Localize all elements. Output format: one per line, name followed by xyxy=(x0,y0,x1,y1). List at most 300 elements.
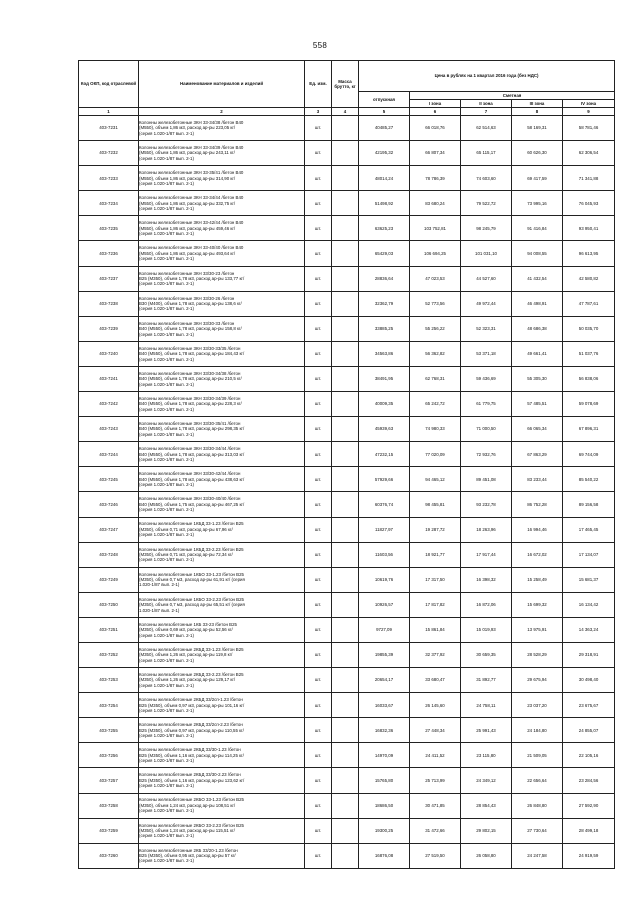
name-cell xyxy=(139,668,305,693)
table-row xyxy=(79,191,615,216)
release-price-cell: 16876,08 xyxy=(359,843,410,868)
code-cell: 403-7246 xyxy=(79,492,139,517)
name-line: Колонны железобетонные 1КБО 33-2.23 /бетон В25 xyxy=(139,596,244,602)
code-cell: 403-7255 xyxy=(79,718,139,743)
name-line: (серия 1.020-1/87 вып. 2-1) xyxy=(139,733,194,738)
release-price-cell: 51498,92 xyxy=(359,191,410,216)
name-line: В40 (М550), объем 1,78 м3, расход ар-ры 210,5 кг/ xyxy=(139,376,242,382)
unit-cell: шт. xyxy=(305,668,332,693)
release-price-cell: 19855,39 xyxy=(359,642,410,667)
release-price-cell: 48014,24 xyxy=(359,166,410,191)
zone4-price-cell: 67 896,31 xyxy=(563,417,615,442)
name-line: (серия 1.020-1/87 вып. 2-1) xyxy=(139,507,194,513)
table-row xyxy=(79,341,615,366)
unit-cell: шт. xyxy=(305,567,332,592)
code-cell: 403-7239 xyxy=(79,316,139,341)
name-cell xyxy=(139,392,305,417)
code-cell: 403-7247 xyxy=(79,517,139,542)
mass-cell xyxy=(332,592,359,617)
name-cell xyxy=(139,191,305,216)
unit-cell: шт. xyxy=(305,291,332,316)
mass-cell xyxy=(332,291,359,316)
zone3-price-cell: 86 752,28 xyxy=(512,492,563,517)
name-line: (М350), объем 1,24 м3, расход ар-ры 108,51 кг/ xyxy=(139,802,236,808)
unit-cell: шт. xyxy=(305,693,332,718)
zone2-price-cell: 89 451,08 xyxy=(461,467,512,492)
name-line: Колонны железобетонные 3КН 33-42/44 /бетон В40 xyxy=(139,220,244,226)
unit-cell: шт. xyxy=(305,592,332,617)
mass-cell xyxy=(332,316,359,341)
zone3-price-cell: 57 485,51 xyxy=(512,392,563,417)
zone3-price-cell: 15 699,32 xyxy=(512,592,563,617)
zone4-price-cell: 96 613,95 xyxy=(563,241,615,266)
name-line: (серия 1.020-1/87 вып. 2-1) xyxy=(139,431,194,437)
name-line: Колонны железобетонные 3КН 33/30-34/44 /бетон xyxy=(139,446,241,452)
release-price-cell: 10619,76 xyxy=(359,567,410,592)
name-line: Колонны железобетонные 3КН 33-40/40 /бетон В40 xyxy=(139,245,244,251)
zone1-price-cell: 47 023,53 xyxy=(410,266,461,291)
zone3-price-cell: 94 008,55 xyxy=(512,241,563,266)
code-cell: 403-7257 xyxy=(79,768,139,793)
header-zone4: IV зона xyxy=(563,100,615,108)
zone2-price-cell: 26 058,80 xyxy=(461,843,512,868)
column-number: 2 xyxy=(139,108,305,116)
name-line: Колонны железобетонные 1КБД 33-1.23 /бетон В25 xyxy=(139,521,244,527)
name-line: В25 (М350), объем 0,97 м3, расход ар-ры 101,16 кг/ xyxy=(139,702,245,708)
name-line: 1.020-1/87 вып. 2-1) xyxy=(139,582,180,588)
zone2-price-cell: 65 115,17 xyxy=(461,141,512,166)
name-line: (серия 1.020-1/87 вып. 2-1) xyxy=(139,206,194,212)
code-cell: 403-7233 xyxy=(79,166,139,191)
unit-cell: шт. xyxy=(305,266,332,291)
name-line: (серия 1.020-1/87 вып. 2-1) xyxy=(139,557,194,563)
mass-cell xyxy=(332,843,359,868)
unit-cell: шт. xyxy=(305,743,332,768)
header-release: отпускная xyxy=(359,92,410,108)
zone2-price-cell: 62 514,63 xyxy=(461,116,512,141)
zone3-price-cell: 15 258,49 xyxy=(512,567,563,592)
code-cell: 403-7259 xyxy=(79,818,139,843)
name-line: (М350), объем 0,69 м3, расход ар-ры 52,56 кг/ xyxy=(139,627,233,633)
mass-cell xyxy=(332,617,359,642)
zone1-price-cell: 66 807,34 xyxy=(410,141,461,166)
zone1-price-cell: 55 256,22 xyxy=(410,316,461,341)
release-price-cell: 11603,56 xyxy=(359,542,410,567)
code-cell: 403-7258 xyxy=(79,793,139,818)
zone4-price-cell: 28 499,18 xyxy=(563,818,615,843)
name-cell xyxy=(139,366,305,391)
table-body xyxy=(79,116,615,869)
code-cell: 403-7245 xyxy=(79,467,139,492)
table-row xyxy=(79,216,615,241)
zone2-price-cell: 23 115,80 xyxy=(461,743,512,768)
zone1-price-cell: 24 411,52 xyxy=(410,743,461,768)
code-cell: 403-7241 xyxy=(79,366,139,391)
column-number: 9 xyxy=(563,108,615,116)
zone3-price-cell: 26 848,80 xyxy=(512,793,563,818)
zone4-price-cell: 71 341,88 xyxy=(563,166,615,191)
release-price-cell: 18686,50 xyxy=(359,793,410,818)
zone2-price-cell: 101 031,10 xyxy=(461,241,512,266)
zone3-price-cell: 24 247,58 xyxy=(512,843,563,868)
mass-cell xyxy=(332,166,359,191)
name-line: (серия 1.020-1/87 вып. 2-1) xyxy=(139,381,194,387)
zone2-price-cell: 24 758,11 xyxy=(461,693,512,718)
zone4-price-cell: 47 787,61 xyxy=(563,291,615,316)
table-row xyxy=(79,743,615,768)
unit-cell: шт. xyxy=(305,467,332,492)
table-row xyxy=(79,442,615,467)
release-price-cell: 65429,03 xyxy=(359,241,410,266)
zone2-price-cell: 74 603,60 xyxy=(461,166,512,191)
zone3-price-cell: 49 661,41 xyxy=(512,341,563,366)
header-mass: Масса брутто, кг xyxy=(332,61,359,108)
release-price-cell: 45939,63 xyxy=(359,417,410,442)
name-line: (М550), объем 1,86 м3, расход ар-ры 493,64 кг/ xyxy=(139,250,236,256)
zone3-price-cell: 16 672,02 xyxy=(512,542,563,567)
zone1-price-cell: 18 921,77 xyxy=(410,542,461,567)
zone3-price-cell: 83 233,44 xyxy=(512,467,563,492)
zone1-price-cell: 17 317,50 xyxy=(410,567,461,592)
release-price-cell: 9727,09 xyxy=(359,617,410,642)
unit-cell: шт. xyxy=(305,241,332,266)
zone4-price-cell: 17 465,45 xyxy=(563,517,615,542)
name-cell xyxy=(139,417,305,442)
zone4-price-cell: 59 078,69 xyxy=(563,392,615,417)
unit-cell: шт. xyxy=(305,617,332,642)
release-price-cell: 47232,15 xyxy=(359,442,410,467)
zone1-price-cell: 19 287,72 xyxy=(410,517,461,542)
zone2-price-cell: 71 000,50 xyxy=(461,417,512,442)
release-price-cell: 14970,09 xyxy=(359,743,410,768)
name-cell xyxy=(139,718,305,743)
zone1-price-cell: 62 768,31 xyxy=(410,366,461,391)
zone1-price-cell: 74 980,33 xyxy=(410,417,461,442)
name-line: Колонны железобетонные 2КБД 33-2.23 /бетон В25 xyxy=(139,672,244,677)
mass-cell xyxy=(332,366,359,391)
zone3-price-cell: 21 509,05 xyxy=(512,743,563,768)
unit-cell: шт. xyxy=(305,818,332,843)
zone1-price-cell: 32 377,92 xyxy=(410,642,461,667)
name-line: (серия 1.020-1/87 вып. 2-1) xyxy=(139,406,194,412)
release-price-cell: 40485,27 xyxy=(359,116,410,141)
zone2-price-cell: 52 323,31 xyxy=(461,316,512,341)
unit-cell: шт. xyxy=(305,492,332,517)
name-cell xyxy=(139,768,305,793)
zone4-price-cell: 93 950,41 xyxy=(563,216,615,241)
zone2-price-cell: 59 436,69 xyxy=(461,366,512,391)
zone3-price-cell: 58 169,31 xyxy=(512,116,563,141)
name-cell xyxy=(139,467,305,492)
release-price-cell: 20654,17 xyxy=(359,668,410,693)
header-price-title: Цена в рублях на 1 квартал 2016 года (без НДС) xyxy=(359,61,615,92)
code-cell: 403-7260 xyxy=(79,843,139,868)
code-cell: 403-7234 xyxy=(79,191,139,216)
zone4-price-cell: 17 134,07 xyxy=(563,542,615,567)
mass-cell xyxy=(332,392,359,417)
name-line: Колонны железобетонные 3КН 33/30-35/41 /бетон xyxy=(139,421,241,427)
zone1-price-cell: 17 817,82 xyxy=(410,592,461,617)
mass-cell xyxy=(332,768,359,793)
mass-cell xyxy=(332,718,359,743)
zone3-price-cell: 24 184,80 xyxy=(512,718,563,743)
name-line: (М350), объем 0,7 м3, расход ар-ры 65,51 кг/ (серия xyxy=(139,602,245,608)
column-number-row xyxy=(79,108,615,116)
name-line: Колонны железобетонные 3КН 33-34/39 /бетон В40 xyxy=(139,145,244,151)
release-price-cell: 60376,74 xyxy=(359,492,410,517)
mass-cell xyxy=(332,191,359,216)
name-line: (М350), объем 0,71 м3, расход ар-ры 67,96 кг/ xyxy=(139,526,233,532)
name-line: (серия 1.020-1/87 вып. 2-1) xyxy=(139,808,194,814)
zone4-price-cell: 24 855,07 xyxy=(563,718,615,743)
mass-cell xyxy=(332,818,359,843)
name-cell xyxy=(139,492,305,517)
column-number: 1 xyxy=(79,108,139,116)
name-cell xyxy=(139,316,305,341)
zone3-price-cell: 27 730,64 xyxy=(512,818,563,843)
unit-cell: шт. xyxy=(305,542,332,567)
unit-cell: шт. xyxy=(305,166,332,191)
code-cell: 403-7256 xyxy=(79,743,139,768)
price-table xyxy=(78,60,615,869)
name-cell xyxy=(139,592,305,617)
header-code: Код ОКП, код отраслевой xyxy=(79,61,139,108)
zone1-price-cell: 103 752,81 xyxy=(410,216,461,241)
zone4-price-cell: 50 035,70 xyxy=(563,316,615,341)
unit-cell: шт. xyxy=(305,793,332,818)
name-cell xyxy=(139,818,305,843)
name-cell xyxy=(139,567,305,592)
name-line: В40 (М550), объем 1,78 м3, расход ар-ры 298,35 кг/ xyxy=(139,426,245,432)
name-line: (серия 1.020-1/87 вып. 2-1) xyxy=(139,858,194,864)
name-cell xyxy=(139,166,305,191)
header-zone1: I зона xyxy=(410,100,461,108)
name-line: Колонны железобетонные 2КБО 33-2.23 /бетон В25 xyxy=(139,822,244,828)
zone1-price-cell: 98 455,81 xyxy=(410,492,461,517)
header-zone2: II зона xyxy=(461,100,512,108)
table-row xyxy=(79,617,615,642)
name-line: В40 (М550), объем 1,78 м3, расход ар-ры 438,63 кг/ xyxy=(139,476,245,482)
zone1-price-cell: 56 362,82 xyxy=(410,341,461,366)
mass-cell xyxy=(332,241,359,266)
zone4-price-cell: 14 363,24 xyxy=(563,617,615,642)
name-cell xyxy=(139,266,305,291)
mass-cell xyxy=(332,793,359,818)
zone1-price-cell: 15 861,84 xyxy=(410,617,461,642)
code-cell: 403-7249 xyxy=(79,567,139,592)
code-cell: 403-7244 xyxy=(79,442,139,467)
zone1-price-cell: 77 020,09 xyxy=(410,442,461,467)
name-line: Колонны железобетонные 3КН 33/30-33 /бетон xyxy=(139,320,235,326)
zone1-price-cell: 83 680,24 xyxy=(410,191,461,216)
name-line: Колонны железобетонные 3КН 33/30-33/35 /бетон xyxy=(139,345,241,351)
unit-cell: шт. xyxy=(305,517,332,542)
name-line: (М350), объем 1,24 м3, расход ар-ры 115,51 кг/ xyxy=(139,827,235,833)
name-line: Колонны железобетонные 2КБД 33/2сп-1.23 /бетон xyxy=(139,697,243,703)
name-line: Колонны железобетонные 1КБО 33-1.23 /бетон В25 xyxy=(139,571,244,577)
mass-cell xyxy=(332,517,359,542)
name-cell xyxy=(139,291,305,316)
name-line: (серия 1.020-1/87 вып. 2-1) xyxy=(139,130,194,136)
table-row xyxy=(79,642,615,667)
page-number: 558 xyxy=(312,41,328,50)
table-row xyxy=(79,166,615,191)
code-cell: 403-7242 xyxy=(79,392,139,417)
zone4-price-cell: 23 284,56 xyxy=(563,768,615,793)
name-cell xyxy=(139,693,305,718)
zone3-price-cell: 41 432,54 xyxy=(512,266,563,291)
zone1-price-cell: 106 694,25 xyxy=(410,241,461,266)
zone4-price-cell: 58 781,46 xyxy=(563,116,615,141)
zone3-price-cell: 55 305,30 xyxy=(512,366,563,391)
name-line: (серия 1.020-1/87 вып. 2-1) xyxy=(139,482,194,488)
unit-cell: шт. xyxy=(305,116,332,141)
name-line: (серия 1.020-1/87 вып. 2-1) xyxy=(139,155,194,161)
table-row xyxy=(79,316,615,341)
name-line: (серия 1.020-1/87 вып. 2-1) xyxy=(139,256,194,262)
name-line: (серия 1.020-1/87 вып. 2-1) xyxy=(139,306,194,312)
zone1-price-cell: 94 465,12 xyxy=(410,467,461,492)
header-unit: Ед. изм. xyxy=(305,61,332,108)
zone1-price-cell: 52 773,56 xyxy=(410,291,461,316)
name-line: (М350), объем 0,7 м3, расход ар-ры 61,91 кг/ (серия xyxy=(139,577,245,583)
name-line: (серия 1.020-1/87 вып. 2-1) xyxy=(139,532,194,538)
mass-cell xyxy=(332,341,359,366)
name-cell xyxy=(139,843,305,868)
code-cell: 403-7238 xyxy=(79,291,139,316)
name-cell xyxy=(139,116,305,141)
release-price-cell: 16832,36 xyxy=(359,718,410,743)
table-row xyxy=(79,668,615,693)
code-cell: 403-7251 xyxy=(79,617,139,642)
code-cell: 403-7240 xyxy=(79,341,139,366)
zone2-price-cell: 28 854,43 xyxy=(461,793,512,818)
zone3-price-cell: 67 863,29 xyxy=(512,442,563,467)
zone2-price-cell: 24 349,12 xyxy=(461,768,512,793)
zone2-price-cell: 61 779,75 xyxy=(461,392,512,417)
name-cell xyxy=(139,743,305,768)
unit-cell: шт. xyxy=(305,191,332,216)
table-row xyxy=(79,492,615,517)
name-line: В25 (М350), объем 1,78 м3, расход ар-ры 133,77 кг/ xyxy=(139,275,245,281)
zone2-price-cell: 15 019,93 xyxy=(461,617,512,642)
unit-cell: шт. xyxy=(305,392,332,417)
unit-cell: шт. xyxy=(305,843,332,868)
name-line: Колонны железобетонные 3КН 33/30-40/40 /бетон xyxy=(139,496,241,502)
zone3-price-cell: 91 416,84 xyxy=(512,216,563,241)
unit-cell: шт. xyxy=(305,366,332,391)
mass-cell xyxy=(332,743,359,768)
name-line: Колонны железобетонные 3КН 33/30-42/44 /бетон xyxy=(139,471,241,477)
release-price-cell: 34563,86 xyxy=(359,341,410,366)
unit-cell: шт. xyxy=(305,642,332,667)
zone1-price-cell: 27 519,50 xyxy=(410,843,461,868)
name-line: В40 (М550), объем 1,78 м3, расход ар-ры 228,3 кг/ xyxy=(139,401,242,407)
zone1-price-cell: 27 448,34 xyxy=(410,718,461,743)
name-line: (М550), объем 1,86 м3, расход ар-ры 223,05 кг/ xyxy=(139,125,236,131)
table-row xyxy=(79,542,615,567)
code-cell: 403-7253 xyxy=(79,668,139,693)
zone2-price-cell: 25 991,43 xyxy=(461,718,512,743)
name-cell xyxy=(139,216,305,241)
name-line: (серия 1.020-1/87 вып. 2-1) xyxy=(139,833,194,839)
name-line: (серия 1.020-1/87 вып. 2-1) xyxy=(139,632,194,638)
column-number: 7 xyxy=(461,108,512,116)
name-line: (серия 1.020-1/87 вып. 2-1) xyxy=(139,682,194,688)
zone2-price-cell: 53 371,18 xyxy=(461,341,512,366)
zone4-price-cell: 30 498,40 xyxy=(563,668,615,693)
mass-cell xyxy=(332,467,359,492)
name-line: В40 (М550), объем 1,78 м3, расход ар-ры 158,8 кг/ xyxy=(139,326,242,332)
code-cell: 403-7236 xyxy=(79,241,139,266)
unit-cell: шт. xyxy=(305,216,332,241)
name-cell xyxy=(139,241,305,266)
zone4-price-cell: 42 580,82 xyxy=(563,266,615,291)
name-line: В25 (М350), объем 1,16 м3, расход ар-ры 123,62 кг/ xyxy=(139,777,245,783)
name-cell xyxy=(139,442,305,467)
zone4-price-cell: 85 540,22 xyxy=(563,467,615,492)
table-row xyxy=(79,241,615,266)
table-row xyxy=(79,768,615,793)
release-price-cell: 11827,97 xyxy=(359,517,410,542)
zone1-price-cell: 31 472,66 xyxy=(410,818,461,843)
name-line: В30 (М400), объем 1,78 м3, расход ар-ры 138,6 кг/ xyxy=(139,301,242,306)
column-number: 4 xyxy=(332,108,359,116)
mass-cell xyxy=(332,492,359,517)
name-line: (серия 1.020-1/87 вып. 2-1) xyxy=(139,231,194,237)
mass-cell xyxy=(332,642,359,667)
mass-cell xyxy=(332,417,359,442)
zone2-price-cell: 31 892,77 xyxy=(461,668,512,693)
zone1-price-cell: 78 786,39 xyxy=(410,166,461,191)
table-row xyxy=(79,366,615,391)
unit-cell: шт. xyxy=(305,442,332,467)
name-line: (серия 1.020-1/87 вып. 2-1) xyxy=(139,657,194,663)
name-line: Колонны железобетонные 2КБД 33-1.23 /бетон В25 xyxy=(139,646,244,652)
release-price-cell: 15765,80 xyxy=(359,768,410,793)
code-cell: 403-7248 xyxy=(79,542,139,567)
table-row xyxy=(79,417,615,442)
zone4-price-cell: 15 681,37 xyxy=(563,567,615,592)
code-cell: 403-7237 xyxy=(79,266,139,291)
table-row xyxy=(79,843,615,868)
column-number: 3 xyxy=(305,108,332,116)
table-row xyxy=(79,718,615,743)
code-cell: 403-7232 xyxy=(79,141,139,166)
release-price-cell: 10926,57 xyxy=(359,592,410,617)
zone3-price-cell: 73 995,16 xyxy=(512,191,563,216)
table-row xyxy=(79,818,615,843)
unit-cell: шт. xyxy=(305,141,332,166)
table-row xyxy=(79,592,615,617)
table-row xyxy=(79,291,615,316)
name-line: В40 (М550), объем 1,75 м3, расход ар-ры 467,25 кг/ xyxy=(139,501,245,507)
release-price-cell: 33885,25 xyxy=(359,316,410,341)
zone3-price-cell: 29 675,94 xyxy=(512,668,563,693)
code-cell: 403-7243 xyxy=(79,417,139,442)
name-cell xyxy=(139,141,305,166)
zone1-price-cell: 66 018,76 xyxy=(410,116,461,141)
header-estimate: Сметная xyxy=(410,92,615,100)
release-price-cell: 28836,64 xyxy=(359,266,410,291)
header-name: Наименование материалов и изделий xyxy=(139,61,305,108)
unit-cell: шт. xyxy=(305,768,332,793)
name-cell xyxy=(139,793,305,818)
name-line: 1.020-1/87 вып. 2-1) xyxy=(139,607,180,613)
column-number: 5 xyxy=(359,108,410,116)
name-line: Колонны железобетонные 2КБО 33-1.23 /бетон В25 xyxy=(139,797,244,803)
zone3-price-cell: 46 498,91 xyxy=(512,291,563,316)
